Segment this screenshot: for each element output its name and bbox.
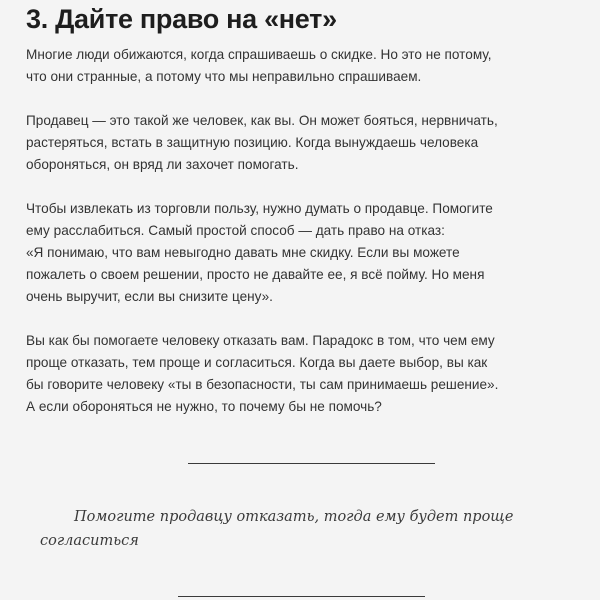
text-line: Вы как бы помогаете человеку отказать вам. Парадокс в том, что чем ему [26,333,495,348]
quote-line: согласиться [40,533,139,549]
paragraph-3 [26,198,586,308]
text-line: пожалеть о своем решении, просто не давайте ее, я всё пойму. Но меня [26,267,485,282]
text-line: ему расслабиться. Самый простой способ — дать право на отказ: [26,223,445,238]
paragraph-4 [26,330,586,418]
text-line: очень выручит, если вы снизите цену». [26,289,273,304]
text-line: Чтобы извлекать из торговли пользу, нужно думать о продавце. Помогите [26,201,493,216]
divider-bottom [178,596,425,597]
text-line: обороняться, он вряд ли захочет помогать. [26,157,299,172]
text-line: растеряться, встать в защитную позицию. Когда вынуждаешь человека [26,135,479,150]
quote-line: Помогите продавцу отказать, тогда ему будет проще [74,509,514,525]
text-line: А если обороняться не нужно, то почему бы не помочь? [26,399,382,414]
paragraph-2 [26,110,586,176]
divider-top [188,463,435,464]
paragraph-1 [26,44,586,88]
text-line: Продавец — это такой же человек, как вы. Он может бояться, нервничать, [26,113,498,128]
text-line: проще отказать, тем проще и согласиться. Когда вы даете выбор, вы как [26,355,488,370]
text-line: «Я понимаю, что вам невыгодно давать мне скидку. Если вы можете [26,245,460,260]
text-line: бы говорите человеку «ты в безопасности, ты сам принимаешь решение». [26,377,499,392]
section-heading: 3. Дайте право на «нет» [26,4,337,34]
pull-quote [40,505,580,553]
text-line: что они странные, а потому что мы неправильно спрашиваем. [26,69,422,84]
text-line: Многие люди обижаются, когда спрашиваешь о скидке. Но это не потому, [26,47,492,62]
